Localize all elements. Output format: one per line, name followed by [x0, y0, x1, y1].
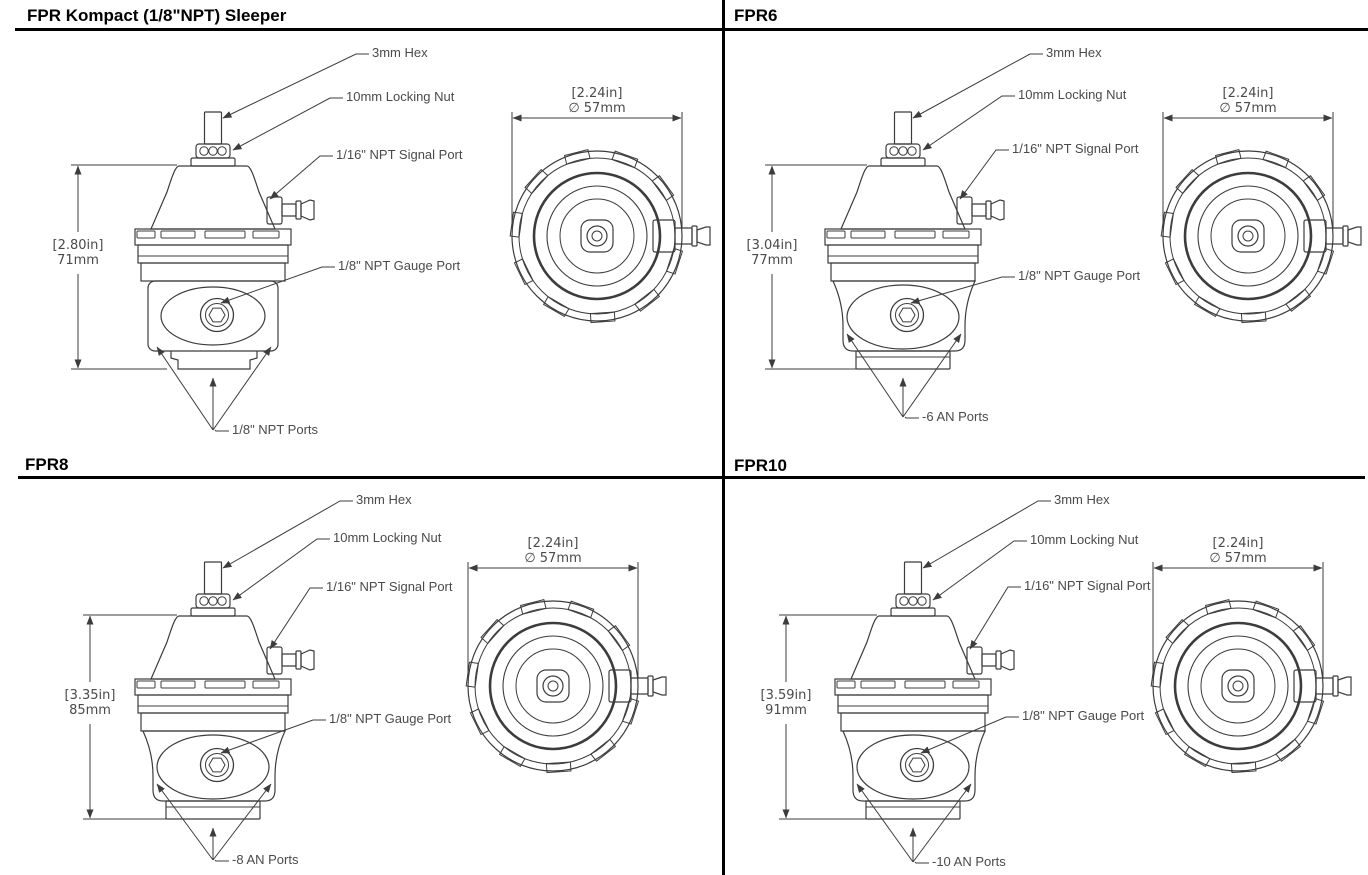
- title-rule-fpr10: [704, 476, 1365, 479]
- diameter-dimension-mm: ∅ 57mm: [524, 551, 582, 566]
- diameter-dimension: [498, 536, 608, 566]
- title-rule-fpr8: [18, 476, 728, 479]
- panel-fpr10: [724, 482, 1368, 875]
- height-dimension-inches: [3.59in]: [760, 688, 812, 703]
- section-title-kompact: FPR Kompact (1/8"NPT) Sleeper: [27, 6, 287, 25]
- height-dimension-inches: [3.04in]: [746, 238, 798, 253]
- callout-bottom-ports: -6 AN Ports: [922, 409, 989, 424]
- callout-gauge-port: 1/8" NPT Gauge Port: [1022, 708, 1145, 723]
- height-dimension-inches: [3.35in]: [64, 688, 116, 703]
- diameter-dimension-mm: ∅ 57mm: [568, 101, 626, 116]
- diameter-dimension-inches: [2.24in]: [527, 536, 579, 551]
- height-dimension-mm: 71mm: [57, 253, 99, 268]
- title-rule-kompact: [15, 28, 742, 31]
- callout-signal-port: 1/16" NPT Signal Port: [1024, 578, 1151, 593]
- diameter-dimension: [1193, 86, 1303, 116]
- diameter-dimension-inches: [2.24in]: [1222, 86, 1274, 101]
- panel-fpr8: [0, 482, 724, 875]
- diameter-dimension-mm: ∅ 57mm: [1219, 101, 1277, 116]
- diameter-dimension: [1183, 536, 1293, 566]
- section-title-fpr8: FPR8: [25, 455, 69, 474]
- callout-locking-nut: 10mm Locking Nut: [333, 530, 442, 545]
- callout-hex: 3mm Hex: [1046, 45, 1102, 60]
- panel-fpr-kompact: [0, 32, 724, 475]
- callout-locking-nut: 10mm Locking Nut: [1030, 532, 1139, 547]
- diameter-dimension-mm: ∅ 57mm: [1209, 551, 1267, 566]
- callout-hex: 3mm Hex: [356, 492, 412, 507]
- callout-gauge-port: 1/8" NPT Gauge Port: [338, 258, 461, 273]
- height-dimension: [33, 238, 123, 268]
- callout-gauge-port: 1/8" NPT Gauge Port: [1018, 268, 1141, 283]
- section-title-fpr6: FPR6: [734, 6, 778, 25]
- callout-bottom-ports: 1/8" NPT Ports: [232, 422, 319, 437]
- height-dimension-mm: 85mm: [69, 703, 111, 718]
- callout-signal-port: 1/16" NPT Signal Port: [1012, 141, 1139, 156]
- height-dimension-inches: [2.80in]: [52, 238, 104, 253]
- callout-hex: 3mm Hex: [372, 45, 428, 60]
- diameter-dimension-inches: [2.24in]: [1212, 536, 1264, 551]
- height-dimension: [45, 688, 135, 718]
- height-dimension-mm: 91mm: [765, 703, 807, 718]
- callout-locking-nut: 10mm Locking Nut: [346, 89, 455, 104]
- diameter-dimension-inches: [2.24in]: [571, 86, 623, 101]
- title-rule-fpr6: [722, 28, 1368, 31]
- height-dimension: [741, 688, 831, 718]
- callout-signal-port: 1/16" NPT Signal Port: [326, 579, 453, 594]
- height-dimension-mm: 77mm: [751, 253, 793, 268]
- callout-locking-nut: 10mm Locking Nut: [1018, 87, 1127, 102]
- panel-fpr6: [724, 32, 1368, 475]
- callout-bottom-ports: -10 AN Ports: [932, 854, 1006, 869]
- diameter-dimension: [542, 86, 652, 116]
- callout-gauge-port: 1/8" NPT Gauge Port: [329, 711, 452, 726]
- height-dimension: [727, 238, 817, 268]
- callout-signal-port: 1/16" NPT Signal Port: [336, 147, 463, 162]
- callout-bottom-ports: -8 AN Ports: [232, 852, 299, 867]
- callout-hex: 3mm Hex: [1054, 492, 1110, 507]
- section-title-fpr10: FPR10: [734, 456, 787, 475]
